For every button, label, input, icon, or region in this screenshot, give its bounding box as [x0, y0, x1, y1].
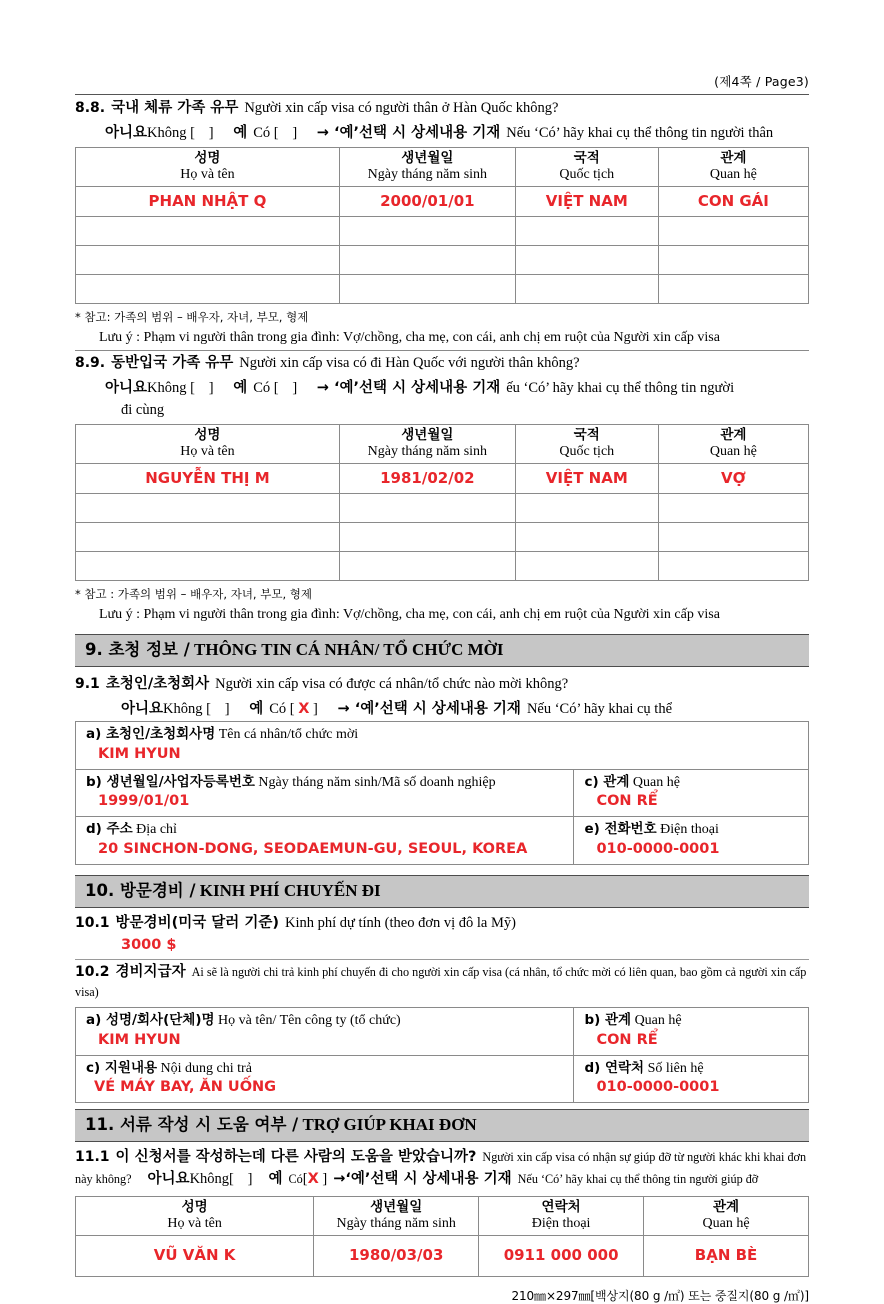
- question-8-9-title: [75, 351, 809, 375]
- cell-dob[interactable]: 1980/03/03: [314, 1235, 479, 1276]
- col-phone: 연락처 Điện thoại: [479, 1196, 644, 1235]
- checkbox-yes[interactable]: [X ]: [302, 1171, 328, 1188]
- answer-yes-label-kr: 예: [268, 1171, 283, 1188]
- value-inviter-phone: 010-0000-0001: [596, 840, 720, 857]
- col-dob: 생년월일 Ngày tháng năm sinh: [339, 425, 515, 464]
- col-name: 성명 Họ và tên: [76, 1196, 314, 1235]
- section-10-bar: [75, 875, 809, 908]
- field-payer-contact[interactable]: d) 연락처 Số liên hệ 010-0000-0001: [574, 1055, 809, 1103]
- family-in-korea-table: [75, 147, 809, 304]
- answer-yes-label-kr: 예: [249, 701, 264, 718]
- followup-kr: → ‘예’선택 시 상세내용 기재: [316, 125, 501, 142]
- question-8-9-followup-2: đi cùng: [121, 402, 165, 419]
- cell-nationality[interactable]: [515, 494, 658, 523]
- question-10-1-title-vi: Kinh phí dự tính (theo đơn vị đô la Mỹ): [284, 915, 516, 932]
- cell-name[interactable]: PHAN NHẬT Q: [76, 187, 340, 217]
- field-support-content[interactable]: c) 지원내용 Nội dung chi trả VÉ MÁY BAY, ĂN UỐNG: [76, 1055, 574, 1103]
- section-9-bar: [75, 634, 809, 667]
- checkbox-yes-mark: X: [307, 1171, 319, 1188]
- value-payer-contact: 010-0000-0001: [596, 1079, 720, 1096]
- followup-vi: Nếu ‘Có’ hãy khai cụ thể: [526, 701, 673, 718]
- question-8-9-title-vi: Người xin cấp visa có đi Hàn Quốc với người thân không?: [239, 355, 580, 372]
- col-name: 성명 Họ và tên: [76, 148, 340, 187]
- checkbox-yes[interactable]: [ X ]: [289, 701, 318, 718]
- cell-nationality[interactable]: [515, 246, 658, 275]
- field-inviter-relation[interactable]: c) 관계 Quan hệ CON RỂ: [574, 769, 809, 817]
- answer-yes-label-vi: Có: [253, 125, 271, 142]
- question-10-2-number: 10.2: [75, 964, 110, 981]
- cell-nationality[interactable]: [515, 523, 658, 552]
- checkbox-no[interactable]: [ ]: [229, 1171, 253, 1188]
- cell-nationality[interactable]: VIỆT NAM: [515, 464, 658, 494]
- cell-dob[interactable]: 1981/02/02: [339, 464, 515, 494]
- question-8-8-title: [75, 95, 809, 120]
- question-10-1-title: [75, 908, 809, 935]
- section-11-title-kr: 11. 서류 작성 시 도움 여부 /: [85, 1115, 299, 1135]
- question-8-9-number: 8.9.: [75, 355, 106, 372]
- question-11-1-number: 11.1: [75, 1149, 110, 1166]
- answer-no-label-kr: 아니요: [105, 380, 148, 397]
- followup-kr: →‘예’선택 시 상세내용 기재: [333, 1171, 512, 1188]
- cell-name[interactable]: [76, 275, 340, 304]
- section-11-bar: [75, 1109, 809, 1142]
- question-10-2-title-vi: Ai sẽ là người chi trả kinh phí chuyến đi cho người xin cấp visa (cá nhân, tổ chức mời có liên quan, bao gồm cả người xin cấp visa): [75, 965, 807, 999]
- cell-nationality[interactable]: VIỆT NAM: [515, 187, 658, 217]
- question-8-9-title-kr: 동반입국 가족 유무: [111, 355, 234, 372]
- table-row: [76, 1235, 809, 1276]
- checkbox-yes[interactable]: [ ]: [273, 125, 298, 142]
- col-relation: 관계 Quan hệ: [658, 148, 808, 187]
- cell-relation[interactable]: VỢ: [658, 464, 808, 494]
- note-8-8-kr: * 참고: 가족의 범위 – 배우자, 자녀, 부모, 형제: [75, 310, 309, 325]
- answer-no-label-kr: 아니요: [147, 1171, 190, 1188]
- checkbox-yes-mark: X: [298, 701, 310, 718]
- cell-name[interactable]: [76, 217, 340, 246]
- value-payer-name: KIM HYUN: [98, 1031, 181, 1048]
- col-relation: 관계 Quan hệ: [658, 425, 808, 464]
- question-11-1-title-vi: Người xin cấp visa có nhận sự giúp đỡ từ người khác khi khai đơn này không?: [75, 1150, 807, 1187]
- cell-dob[interactable]: [339, 246, 515, 275]
- question-8-8-title-kr: 국내 체류 가족 유무: [111, 100, 239, 116]
- cell-relation[interactable]: [658, 217, 808, 246]
- cell-nationality[interactable]: [515, 275, 658, 304]
- section-8-8: [75, 95, 809, 347]
- col-dob: 생년월일 Ngày tháng năm sinh: [339, 148, 515, 187]
- table-header-row: [76, 148, 809, 187]
- cost-payer-grid: [75, 1007, 809, 1103]
- section-10-title-vi: KINH PHÍ CHUYẾN ĐI: [199, 881, 381, 901]
- cell-relation[interactable]: [658, 246, 808, 275]
- table-row: [76, 464, 809, 494]
- grid-row-cd: [76, 1055, 809, 1103]
- cell-name[interactable]: VŨ VĂN K: [76, 1235, 314, 1276]
- answer-yes-label-kr: 예: [233, 380, 248, 397]
- section-9-title-kr: 9. 초청 정보 /: [85, 640, 190, 660]
- cell-name[interactable]: NGUYỄN THỊ M: [76, 464, 340, 494]
- answer-no-label-kr: 아니요: [105, 125, 148, 142]
- followup-kr: → ‘예’선택 시 상세내용 기재: [316, 380, 501, 397]
- answer-no-label-vi: Không: [163, 701, 203, 718]
- grid-row-de: [76, 817, 809, 865]
- section-11-title-vi: TRỢ GIÚP KHAI ĐƠN: [302, 1115, 477, 1135]
- checkbox-yes[interactable]: [ ]: [273, 380, 298, 397]
- cell-relation[interactable]: [658, 494, 808, 523]
- field-inviter-name[interactable]: a) 초청인/초청회사명 Tên cá nhân/tổ chức mời KIM HYUN: [76, 722, 809, 770]
- cell-dob[interactable]: [339, 494, 515, 523]
- col-relation: 관계 Quan hệ: [644, 1196, 809, 1235]
- value-inviter-dob: 1999/01/01: [98, 793, 190, 810]
- grid-row-bc: [76, 769, 809, 817]
- table-row: [76, 552, 809, 581]
- table-header-row: [76, 425, 809, 464]
- note-8-8: [75, 304, 809, 347]
- question-8-8-number: 8.8.: [75, 100, 106, 116]
- cell-name[interactable]: [76, 552, 340, 581]
- value-inviter-name: KIM HYUN: [98, 745, 181, 762]
- question-9-1-title-vi: Người xin cấp visa có được cá nhân/tổ chức nào mời không?: [215, 676, 569, 693]
- grid-row-ab: [76, 1008, 809, 1056]
- checkbox-no[interactable]: [ ]: [190, 125, 214, 142]
- value-support-content: VÉ MÁY BAY, ĂN UỐNG: [94, 1079, 277, 1096]
- field-inviter-address[interactable]: d) 주소 Địa chỉ 20 SINCHON-DONG, SEODAEMUN-GU, SEOUL, KOREA: [76, 817, 574, 865]
- table-header-row: [76, 1196, 809, 1235]
- table-row: [76, 523, 809, 552]
- note-8-9-kr: * 참고 : 가족의 범위 – 배우자, 자녀, 부모, 형제: [75, 587, 312, 602]
- answer-no-label-vi: Không: [147, 380, 187, 397]
- question-10-1-value-row[interactable]: [75, 935, 809, 959]
- section-8-9: [75, 350, 809, 624]
- question-9-1-title: [75, 671, 809, 696]
- cell-dob[interactable]: 2000/01/01: [339, 187, 515, 217]
- cell-name[interactable]: [76, 523, 340, 552]
- cell-dob[interactable]: [339, 275, 515, 304]
- cell-nationality[interactable]: [515, 217, 658, 246]
- col-dob: 생년월일 Ngày tháng năm sinh: [314, 1196, 479, 1235]
- cell-dob[interactable]: [339, 552, 515, 581]
- value-inviter-relation: CON RỂ: [596, 793, 658, 810]
- question-10-2-title: [75, 960, 809, 1003]
- answer-no-label-vi: Không: [147, 125, 187, 142]
- inviter-details-grid: [75, 721, 809, 865]
- question-9-1-answers: [75, 696, 809, 721]
- cell-name[interactable]: [76, 494, 340, 523]
- question-11-1-title-kr: 이 신청서를 작성하는데 다른 사람의 도움을 받았습니까?: [115, 1149, 477, 1166]
- value-payer-relation: CON RỂ: [596, 1031, 658, 1048]
- answer-yes-label-vi: Có: [288, 1172, 303, 1187]
- answer-yes-label-kr: 예: [233, 125, 248, 142]
- cell-relation[interactable]: BẠN BÈ: [644, 1235, 809, 1276]
- cell-dob[interactable]: [339, 523, 515, 552]
- question-8-8-answers: [75, 120, 809, 145]
- section-11-body: [75, 1142, 809, 1277]
- cell-relation[interactable]: [658, 523, 808, 552]
- question-8-8-title-vi: Người xin cấp visa có người thân ở Hàn Quốc không?: [244, 100, 559, 116]
- col-nationality: 국적 Quốc tịch: [515, 148, 658, 187]
- cell-relation[interactable]: CON GÁI: [658, 187, 808, 217]
- section-10-title-kr: 10. 방문경비 /: [85, 881, 196, 901]
- cell-relation[interactable]: [658, 275, 808, 304]
- table-row: [76, 246, 809, 275]
- cell-name[interactable]: [76, 246, 340, 275]
- answer-yes-label-vi: Có: [269, 701, 287, 718]
- field-inviter-dob[interactable]: b) 생년월일/사업자등록번호 Ngày tháng năm sinh/Mã số doanh nghiệp 1999/01/01: [76, 769, 574, 817]
- note-8-9: [75, 581, 809, 624]
- cell-phone[interactable]: 0911 000 000: [479, 1235, 644, 1276]
- field-payer-relation[interactable]: b) 관계 Quan hệ CON RỂ: [574, 1008, 809, 1056]
- field-payer-name[interactable]: a) 성명/회사(단체)명 Họ và tên/ Tên công ty (tổ chức) KIM HYUN: [76, 1008, 574, 1056]
- note-8-9-vi: Lưu ý : Phạm vi người thân trong gia đình: Vợ/chồng, cha mẹ, con cái, anh chị em ruột của Người xin cấp visa: [99, 606, 720, 622]
- col-nationality: 국적 Quốc tịch: [515, 425, 658, 464]
- question-9-1-title-kr: 초청인/초청회사: [105, 676, 210, 693]
- cell-relation[interactable]: [658, 552, 808, 581]
- accompanying-family-table: [75, 424, 809, 581]
- followup-vi: ếu ‘Có’ hãy khai cụ thể thông tin người: [506, 380, 735, 397]
- note-8-8-vi: Lưu ý : Phạm vi người thân trong gia đình: Vợ/chồng, cha mẹ, con cái, anh chị em ruột của Người xin cấp visa: [99, 329, 720, 345]
- followup-kr: → ‘예’선택 시 상세내용 기재: [337, 701, 521, 718]
- question-10-1-number: 10.1: [75, 915, 110, 932]
- checkbox-no[interactable]: [ ]: [206, 701, 230, 718]
- value-estimated-cost: 3000 $: [121, 937, 177, 954]
- section-10-body: [75, 908, 809, 1103]
- question-9-1-number: 9.1: [75, 676, 100, 693]
- question-8-9-answers: [75, 375, 809, 400]
- page-number: (제4쪽 / Page3): [714, 74, 809, 89]
- section-9-body: [75, 667, 809, 865]
- followup-vi: Nếu ‘Có’ hãy khai cụ thể thông tin người giúp đỡ: [517, 1172, 759, 1187]
- table-row: [76, 217, 809, 246]
- question-10-1-title-kr: 방문경비(미국 달러 기준): [115, 915, 279, 932]
- answer-yes-label-vi: Có: [253, 380, 271, 397]
- checkbox-no[interactable]: [ ]: [190, 380, 214, 397]
- followup-vi: Nếu ‘Có’ hãy khai cụ thể thông tin người thân: [506, 125, 774, 142]
- question-10-2-title-kr: 경비지급자: [115, 964, 186, 981]
- value-inviter-address: 20 SINCHON-DONG, SEODAEMUN-GU, SEOUL, KOREA: [98, 840, 528, 857]
- table-row: [76, 275, 809, 304]
- table-row: [76, 187, 809, 217]
- cell-nationality[interactable]: [515, 552, 658, 581]
- grid-row-a: [76, 722, 809, 770]
- table-row: [76, 494, 809, 523]
- question-11-1: [75, 1142, 809, 1192]
- answer-no-label-kr: 아니요: [121, 701, 164, 718]
- section-9-title-vi: THÔNG TIN CÁ NHÂN/ TỔ CHỨC MỜI: [194, 640, 504, 660]
- col-name: 성명 Họ và tên: [76, 425, 340, 464]
- answer-no-label-vi: Không: [189, 1171, 230, 1188]
- paper-spec-footer: 210㎜×297㎜[백상지(80 g /㎡) 또는 중질지(80 g /㎡)]: [511, 1288, 809, 1303]
- helper-details-table: [75, 1196, 809, 1277]
- field-inviter-phone[interactable]: e) 전화번호 Điện thoại 010-0000-0001: [574, 817, 809, 865]
- cell-dob[interactable]: [339, 217, 515, 246]
